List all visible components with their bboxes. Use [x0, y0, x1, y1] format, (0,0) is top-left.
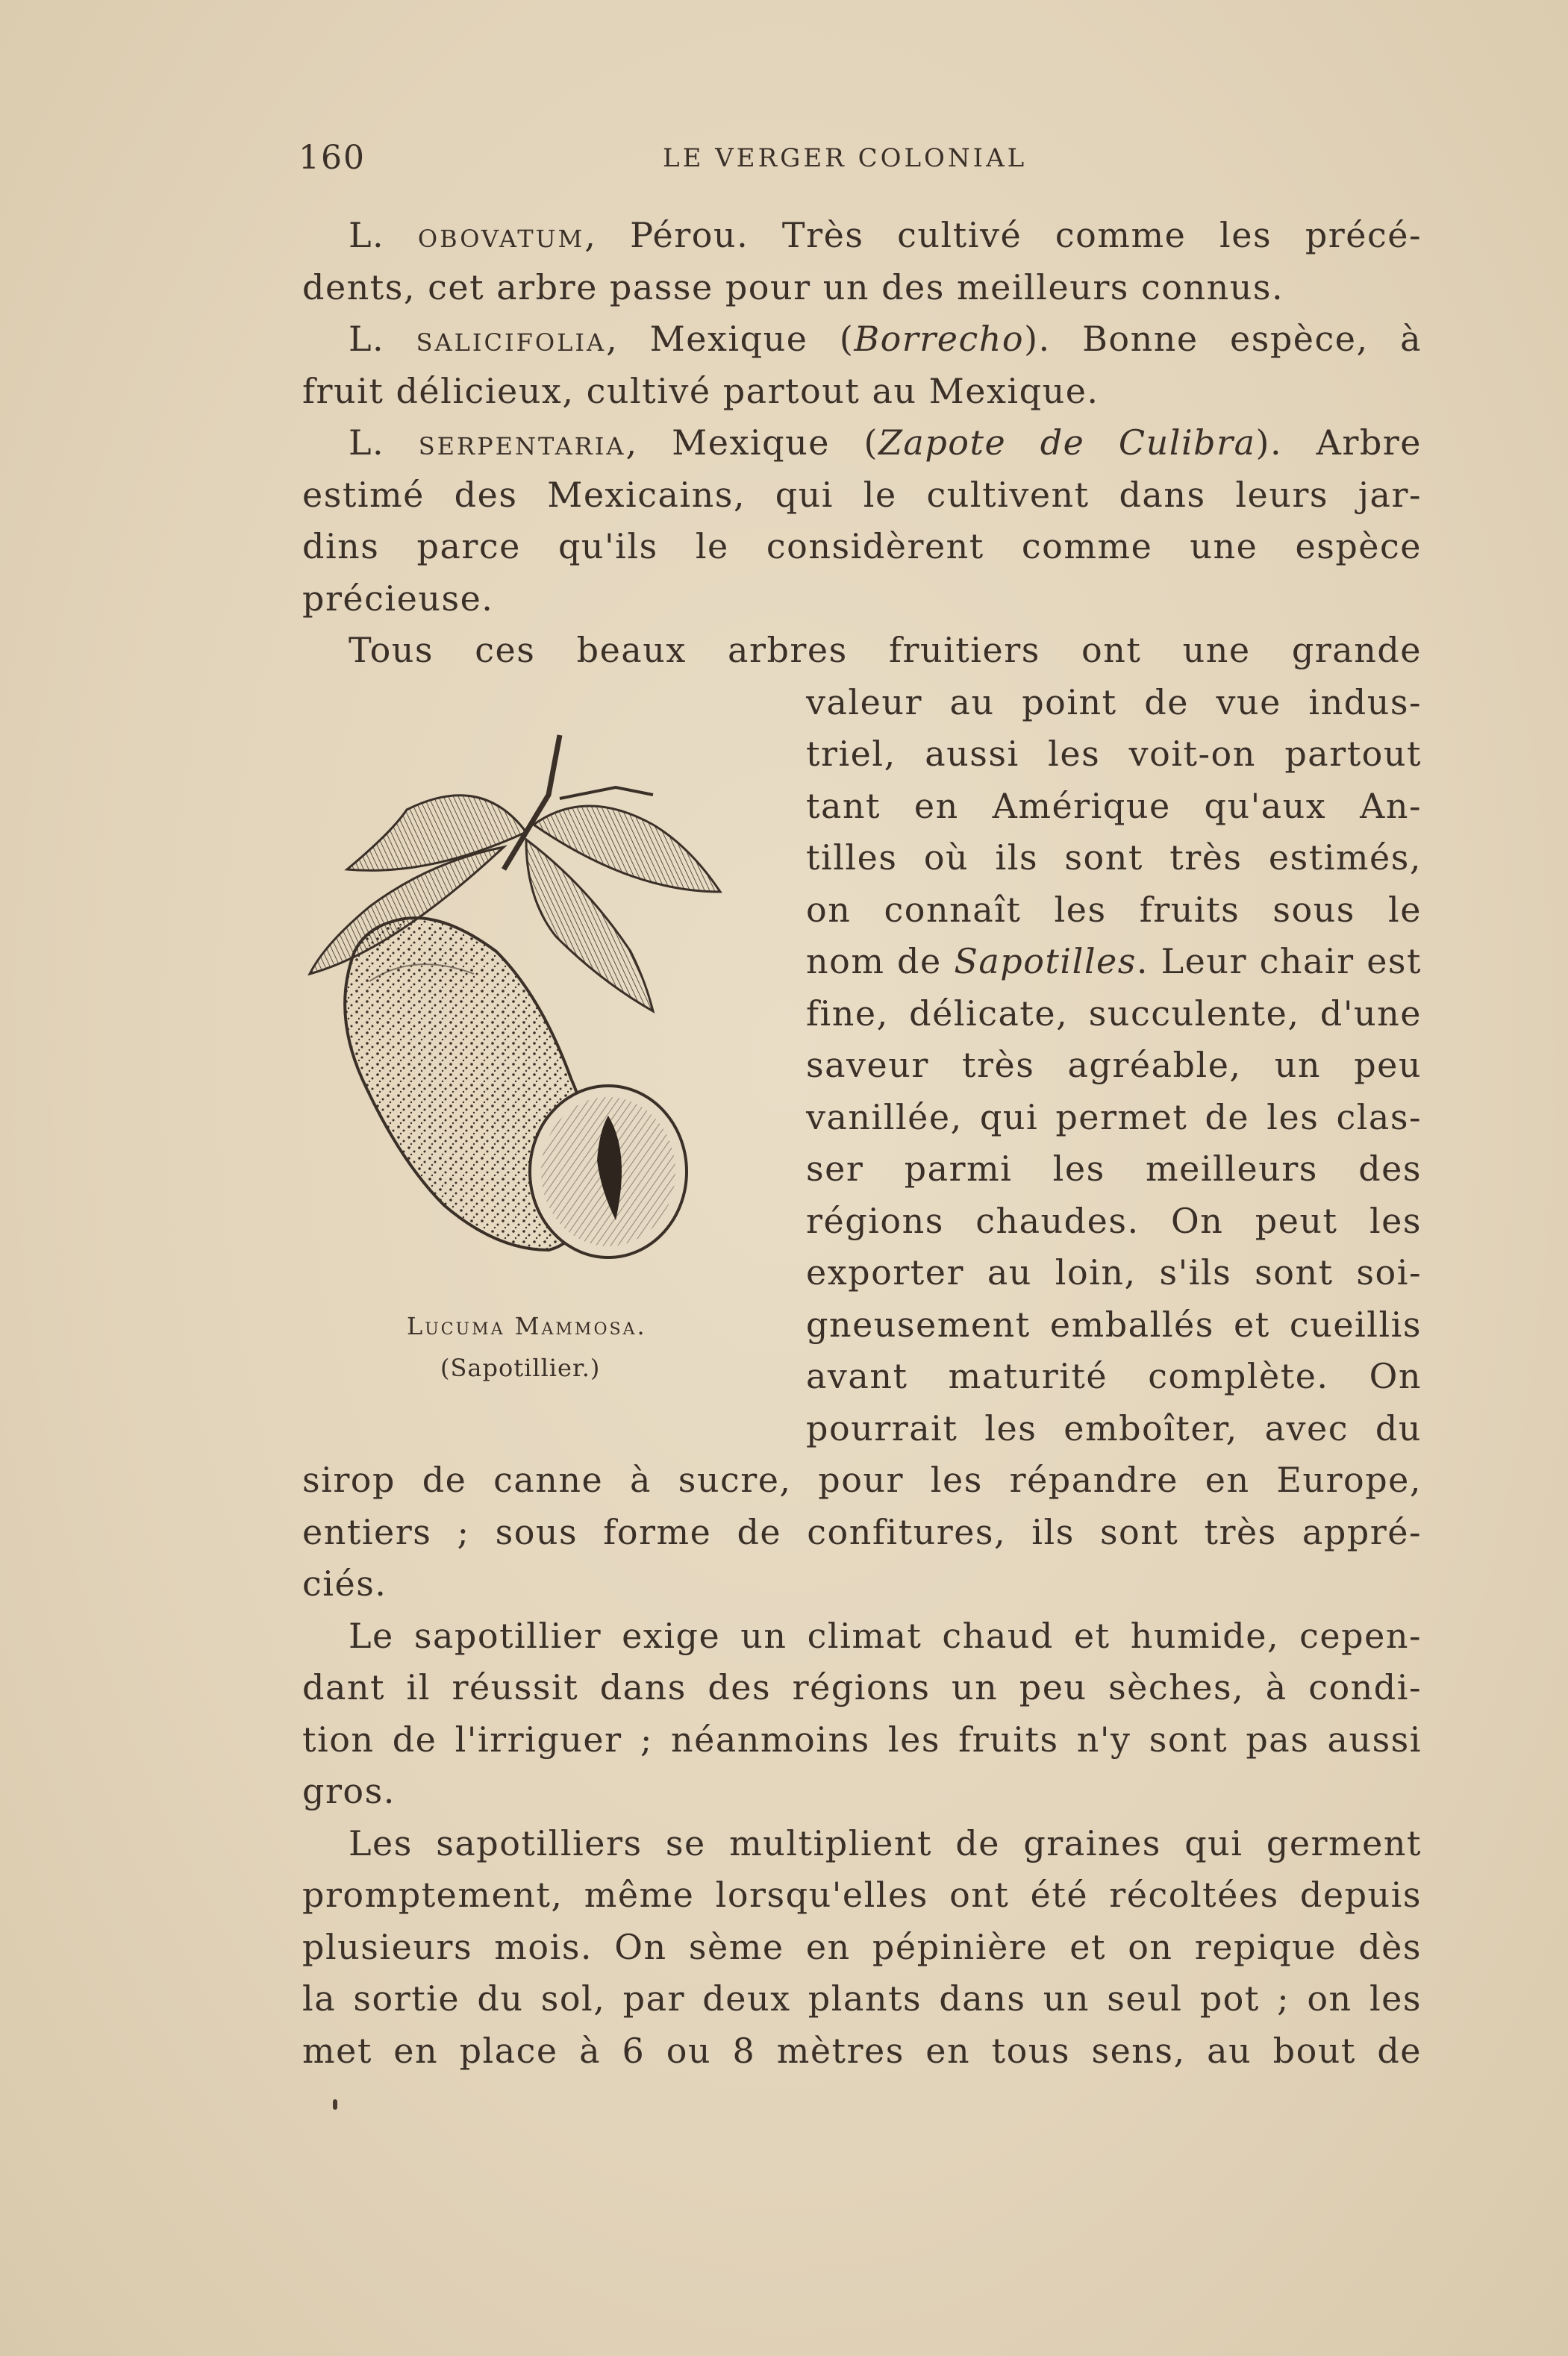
text-segment: Borrecho — [854, 319, 1025, 359]
text-line — [806, 1406, 1422, 1451]
text-segment: précieuse. — [302, 578, 494, 619]
text-segment: Les sapotilliers se multiplient de graines qui germent — [349, 1822, 1422, 1863]
text-line — [806, 1302, 1422, 1347]
text-line — [806, 1095, 1422, 1140]
text-line — [302, 1665, 1422, 1710]
text-line — [302, 420, 1422, 465]
text-line — [302, 1821, 1422, 1866]
text-segment: régions chaudes. On peut les — [806, 1200, 1422, 1241]
text-segment: entiers ; sous forme de confitures, ils sont très appré- — [302, 1511, 1422, 1552]
text-line — [302, 316, 1422, 361]
text-segment: , Mexique ( — [606, 319, 855, 359]
text-line — [302, 1925, 1422, 1969]
text-line — [806, 835, 1422, 880]
text-line — [806, 1354, 1422, 1399]
text-line — [806, 991, 1422, 1036]
text-segment: obovatum — [417, 215, 585, 255]
figure-caption-common: (Sapotillier.) — [440, 1354, 601, 1382]
text-segment: triel, aussi les voit-on partout — [806, 734, 1422, 774]
text-segment: Zapote de Culibra — [878, 422, 1256, 463]
text-segment: ser parmi les meilleurs des — [806, 1149, 1422, 1189]
text-segment: dents, cet arbre passe pour un des meilleurs connus. — [302, 266, 1284, 307]
text-segment: dant il réussit dans des régions un peu sèches, à condi- — [302, 1667, 1422, 1707]
text-segment: valeur au point de vue indus- — [806, 681, 1422, 722]
page-header — [299, 139, 1045, 176]
sapotillier-engraving — [302, 728, 765, 1310]
text-line — [806, 731, 1422, 776]
text-line — [302, 1613, 1422, 1658]
text-segment: , Pérou. Très cultivé comme les précé- — [584, 215, 1422, 255]
text-segment: tilles où ils sont très estimés, — [806, 837, 1422, 878]
text-segment: dins parce qu'ils le considèrent comme une espèce — [302, 526, 1422, 566]
text-segment: gneusement emballés et cueillis — [806, 1304, 1422, 1345]
ink-speck — [333, 2099, 337, 2110]
text-segment: serpentaria — [418, 422, 626, 463]
text-line — [806, 887, 1422, 932]
text-segment: avant maturité complète. On — [806, 1356, 1422, 1396]
text-segment: ). Bonne espèce, à — [1024, 319, 1422, 359]
text-segment: Tous ces beaux arbres fruitiers ont une grande — [349, 630, 1422, 670]
text-line — [302, 2028, 1422, 2073]
text-line — [302, 1457, 1422, 1502]
text-line — [302, 628, 1422, 672]
text-line — [302, 1717, 1422, 1762]
text-line — [302, 1976, 1422, 2021]
text-segment: promptement, même lorsqu'elles ont été récoltées depuis — [302, 1875, 1422, 1915]
text-segment: nom de — [806, 941, 955, 981]
page-number: 160 — [299, 139, 366, 177]
text-segment: on connaît les fruits sous le — [806, 889, 1422, 930]
text-line — [302, 1872, 1422, 1917]
text-line — [302, 213, 1422, 257]
text-segment: saveur très agréable, un peu — [806, 1045, 1422, 1085]
text-line — [302, 265, 1422, 310]
text-line — [806, 1146, 1422, 1191]
text-segment: estimé des Mexicains, qui le cultivent dans leurs jar- — [302, 474, 1422, 515]
text-line — [302, 1561, 1422, 1606]
text-segment: ). Arbre — [1255, 422, 1422, 463]
text-segment: vanillée, qui permet de les clas- — [806, 1096, 1422, 1137]
text-segment: L. — [349, 215, 418, 255]
text-segment: ciés. — [302, 1563, 387, 1604]
text-line — [806, 784, 1422, 828]
text-line — [806, 939, 1422, 984]
text-segment: tion de l'irriguer ; néanmoins les fruits n'y sont pas aussi — [302, 1719, 1422, 1760]
text-segment: salicifolia — [416, 319, 607, 359]
text-segment: pourrait les emboîter, avec du — [806, 1407, 1422, 1449]
text-line — [806, 1043, 1422, 1087]
text-line — [302, 369, 1422, 413]
text-segment: L. — [349, 319, 416, 359]
text-segment: met en place à 6 ou 8 mètres en tous sens, au bout de — [302, 2030, 1422, 2071]
text-segment: Le sapotillier exige un climat chaud et humide, cepen- — [349, 1615, 1422, 1656]
cut-fruit-section — [530, 1086, 687, 1257]
figure-caption-name: Lucuma Mammosa. — [407, 1312, 647, 1340]
text-segment: sirop de canne à sucre, pour les répandre en Europe, — [302, 1460, 1422, 1500]
text-line — [302, 576, 1422, 621]
text-segment: exporter au loin, s'ils sont soi- — [806, 1252, 1422, 1293]
text-segment: plusieurs mois. On sème en pépinière et on repique dès — [302, 1926, 1422, 1967]
text-line — [806, 1250, 1422, 1295]
text-segment: . Leur chair est — [1136, 941, 1422, 981]
text-segment: fine, délicate, succulente, d'une — [806, 993, 1422, 1034]
text-line — [302, 1769, 1422, 1813]
text-segment: , Mexique ( — [625, 422, 878, 463]
text-segment: L. — [349, 422, 419, 463]
text-line — [806, 1199, 1422, 1243]
text-segment: la sortie du sol, par deux plants dans un seul pot ; on les — [302, 1978, 1422, 2019]
text-line — [302, 472, 1422, 517]
text-segment: tant en Amérique qu'aux An- — [806, 785, 1422, 826]
text-segment: Sapotilles — [954, 941, 1137, 981]
text-line — [302, 1510, 1422, 1554]
text-line — [806, 680, 1422, 725]
text-segment: gros. — [302, 1771, 396, 1811]
running-title: LE VERGER COLONIAL — [663, 143, 1028, 173]
text-segment: fruit délicieux, cultivé partout au Mexique. — [302, 370, 1099, 411]
text-line — [302, 524, 1422, 569]
